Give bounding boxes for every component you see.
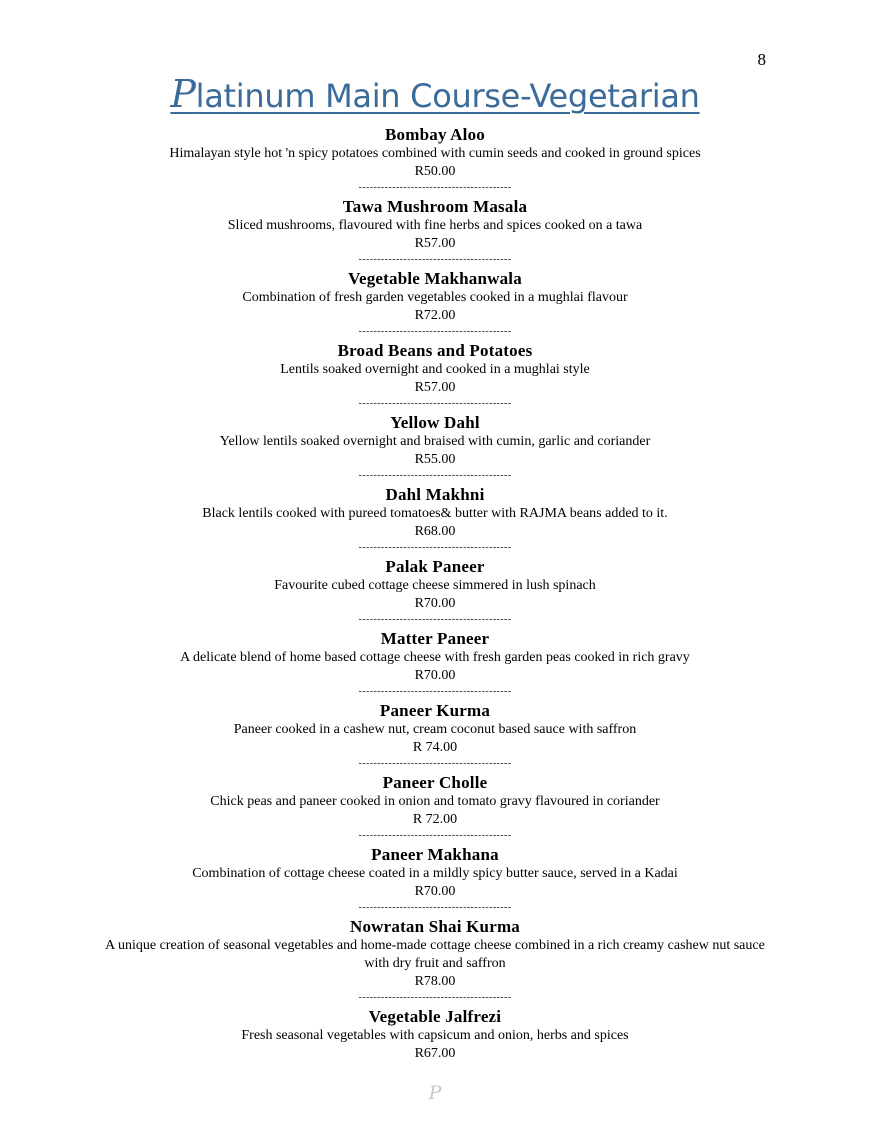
separator: ----------------------------------------- [358,470,512,481]
dish-name: Vegetable Makhanwala [348,269,522,288]
dish-name: Dahl Makhni [385,485,485,504]
page-number: 8 [757,50,766,69]
menu-item [0,269,870,341]
menu-item [0,773,870,845]
separator: ----------------------------------------- [358,614,512,625]
dish-name: Nowratan Shai Kurma [349,917,521,936]
title-initial: P [170,72,196,116]
page-title [0,72,870,116]
menu-item [0,917,870,1007]
dish-price: R50.00 [414,164,456,179]
dish-name: Broad Beans and Potatoes [337,341,533,360]
dish-description: Fresh seasonal vegetables with capsicum and onion, herbs and spices [241,1028,629,1043]
separator: ----------------------------------------- [358,326,512,337]
separator: ----------------------------------------- [358,758,512,769]
menu-item [0,701,870,773]
dish-name: Vegetable Jalfrezi [368,1007,502,1026]
title-text: latinum Main Course-Vegetarian [195,77,700,115]
separator: ----------------------------------------- [358,254,512,265]
dish-description: Sliced mushrooms, flavoured with fine herbs and spices cooked on a tawa [227,218,643,233]
menu-list [0,125,870,1062]
dish-description: Lentils soaked overnight and cooked in a mughlai style [280,362,590,377]
separator: ----------------------------------------- [358,398,512,409]
menu-item [0,629,870,701]
dish-price: R68.00 [414,524,456,539]
dish-price: R70.00 [414,884,456,899]
dish-name: Paneer Cholle [382,773,488,792]
separator: ----------------------------------------- [358,830,512,841]
dish-price: R78.00 [414,974,456,989]
separator: ----------------------------------------- [358,992,512,1003]
dish-description: Paneer cooked in a cashew nut, cream coconut based sauce with saffron [233,722,637,737]
dish-name: Matter Paneer [380,629,490,648]
dish-name: Palak Paneer [385,557,485,576]
menu-item [0,413,870,485]
menu-item [0,845,870,917]
dish-price: R70.00 [414,596,456,611]
dish-name: Bombay Aloo [385,125,485,144]
dish-name: Paneer Kurma [379,701,491,720]
dish-price: R 72.00 [412,812,458,827]
separator: ----------------------------------------- [358,902,512,913]
separator: ----------------------------------------- [358,182,512,193]
dish-price: R57.00 [414,236,456,251]
dish-price: R70.00 [414,668,456,683]
dish-price: R55.00 [414,452,456,467]
menu-item [0,485,870,557]
dish-description: Combination of fresh garden vegetables cooked in a mughlai flavour [242,290,628,305]
menu-item [0,125,870,197]
dish-description: Chick peas and paneer cooked in onion and tomato gravy flavoured in coriander [210,794,660,809]
dish-price: R67.00 [414,1046,456,1061]
footer-logo-mark: P [428,1082,442,1104]
menu-item [0,1007,870,1062]
menu-item [0,197,870,269]
dish-description: Himalayan style hot 'n spicy potatoes combined with cumin seeds and cooked in ground spices [169,146,701,161]
separator: ----------------------------------------- [358,542,512,553]
menu-item [0,557,870,629]
dish-description: Combination of cottage cheese coated in a mildly spicy butter sauce, served in a Kadai [192,866,678,881]
dish-description: Yellow lentils soaked overnight and braised with cumin, garlic and coriander [219,434,651,449]
dish-description: Black lentils cooked with pureed tomatoes& butter with RAJMA beans added to it. [202,506,668,521]
dish-name: Paneer Makhana [371,845,499,864]
menu-item [0,341,870,413]
separator: ----------------------------------------- [358,686,512,697]
dish-description: Favourite cubed cottage cheese simmered in lush spinach [274,578,596,593]
dish-description: A unique creation of seasonal vegetables and home-made cottage cheese combined in a rich creamy cashew nut sauce with dry fruit and saffron [105,938,765,971]
dish-name: Yellow Dahl [390,413,480,432]
dish-price: R57.00 [414,380,456,395]
dish-price: R 74.00 [412,740,458,755]
dish-description: A delicate blend of home based cottage cheese with fresh garden peas cooked in rich gravy [180,650,690,665]
dish-price: R72.00 [414,308,456,323]
dish-name: Tawa Mushroom Masala [342,197,528,216]
